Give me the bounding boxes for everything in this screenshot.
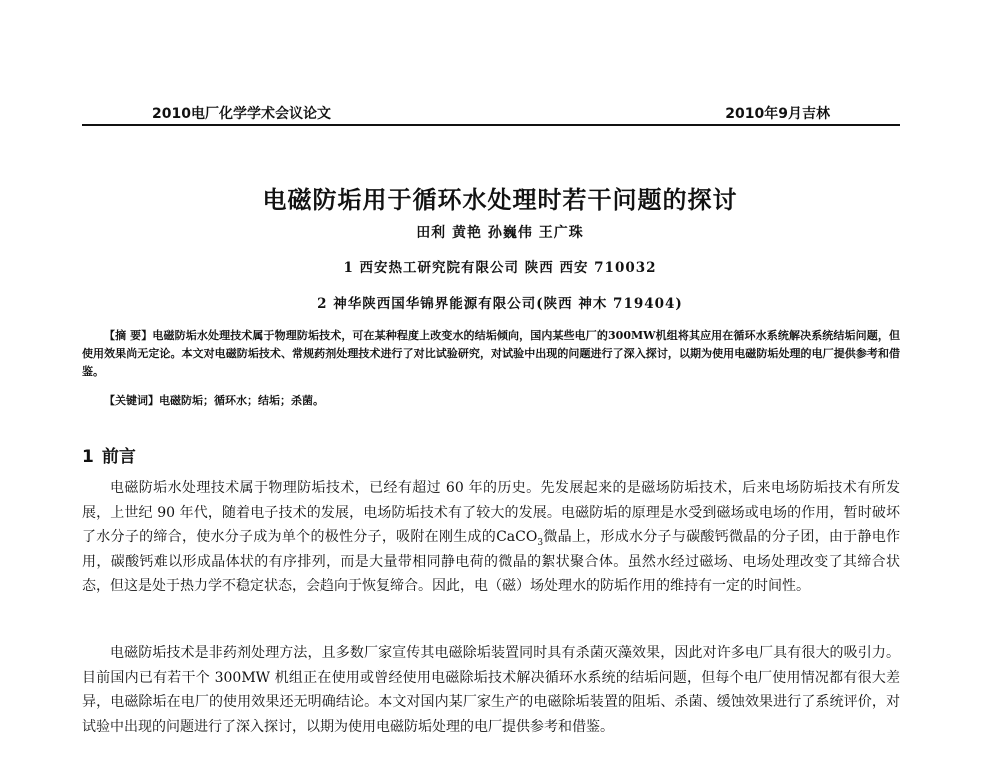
chemical-formula (496, 529, 544, 548)
section-heading (82, 442, 136, 467)
keywords-label: 【关键词】 (104, 394, 159, 407)
abstract-label: 【摘 要】 (104, 329, 153, 342)
body-paragraph-2: 电磁防垢技术是非药剂处理方法，且多数厂家宣传其电磁除垢装置同时具有杀菌灭藻效果，因此对许多电厂具有很大的吸引力。目前国内已有若干个 300MW 机组正在使用或曾经使用电磁除垢技术解决循环水系统的结垢问题，但每个电厂使用情况都有很大差异，电磁除垢在电厂的使用效果还无明确结论。本文对国内某厂家生产的电磁除垢装置的阻垢、杀菌、缓蚀效果进行了系统评价，对试验中出现的问题进行了深入探讨，以期为使用电磁防垢处理的电厂提供参考和借鉴。 (82, 645, 900, 735)
abstract-text: 电磁防垢水处理技术属于物理防垢技术，可在某种程度上改变水的结垢倾向，国内某些电厂的300MW机组将其应用在循环水系统解决系统结垢问题，但使用效果尚无定论。本文对电磁防垢技术、常规药剂处理技术进行了对比试验研究，对试验中出现的问题进行了深入探讨，以期为使用电磁防垢处理的电厂提供参考和借鉴。 (82, 329, 900, 378)
running-header (82, 103, 900, 125)
section-title: 前言 (101, 447, 136, 467)
section-number: 1 (82, 447, 94, 467)
author-list: 田利 黄艳 孙巍伟 王广珠 (416, 225, 584, 241)
header-date-location: 2010年9月吉林 (725, 106, 830, 122)
formula-base: CaCO (496, 529, 538, 545)
body-paragraph-1 (82, 476, 900, 599)
abstract (82, 327, 900, 381)
paragraph-1-part-2: 微晶上，形成水分子与碳酸钙微晶的分子团，由于静电作用，碳酸钙难以形成晶体状的有序排列，而是大量带相同静电荷的微晶的絮状聚合体。虽然水经过磁场、电场处理改变了其缔合状态，但这是处于热力学不稳定状态，会趋向于恢复缔合。因此，电（磁）场处理水的防垢作用的维持有一定的时间性。 (82, 529, 900, 594)
paper-title: 电磁防垢用于循环水处理时若干问题的探讨 (262, 186, 738, 214)
affiliation-2: 2 神华陕西国华锦界能源有限公司(陕西 神木 719404) (317, 296, 683, 312)
paragraph-1-part-1: 电磁防垢水处理技术属于物理防垢技术，已经有超过 60 年的历史。先发展起来的是磁场防垢技术，后来电场防垢技术有所发展，上世纪 90 年代，随着电子技术的发展，电场防垢技术有了较大的发展。电磁防垢的原理是水受到磁场或电场的作用，暂时破坏了水分子的缔合，使水分子成为单个的极性分子，吸附在刚生成的 (82, 480, 900, 545)
keywords-text: 电磁防垢；循环水；结垢；杀菌。 (159, 394, 324, 407)
header-rule (82, 124, 900, 126)
keywords (82, 392, 900, 410)
affiliation-1: 1 西安热工研究院有限公司 陕西 西安 710032 (343, 260, 657, 276)
header-conference: 2010电厂化学学术会议论文 (152, 106, 331, 122)
formula-subscript: 3 (537, 537, 544, 548)
